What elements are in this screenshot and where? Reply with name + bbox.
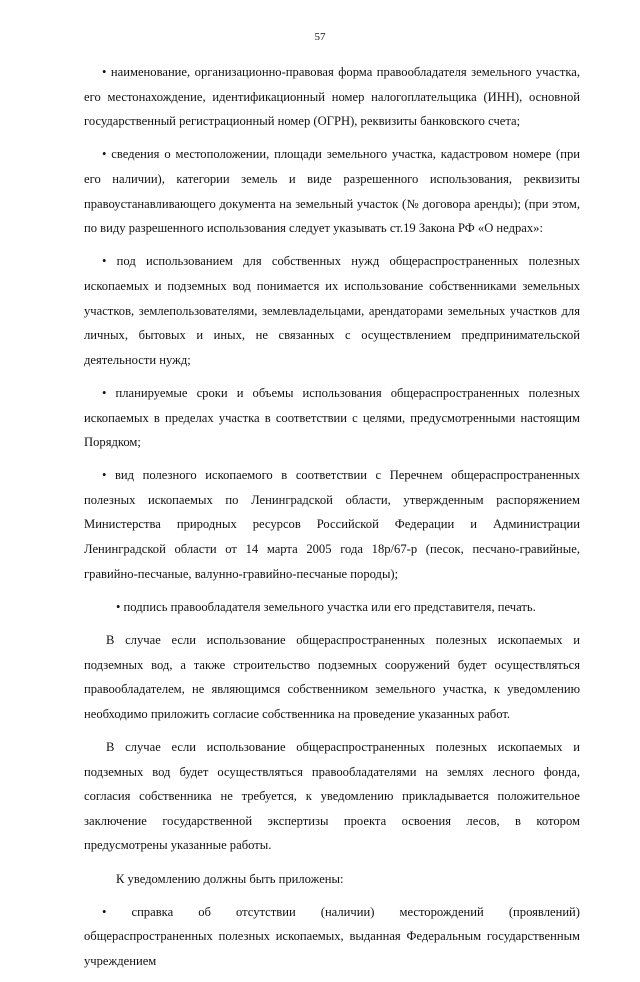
paragraph-planned-terms: • планируемые сроки и объемы использования общераспространенных полезных ископаемых в пределах участка в соответствии с целями, предусмотренными настоящим Порядком; <box>84 385 580 450</box>
paragraph-own-needs-definition: • под использованием для собственных нужд общераспространенных полезных ископаемых и подземных вод понимается их использование собственниками земельных участков, землепользователями, землевладельцами, арендаторами земельных участков для личных, бытовых и иных, не связанных с осуществлением предпринимательской деятельности нужд; <box>84 254 580 367</box>
paragraph-signature: • подпись правообладателя земельного участка или его представителя, печать. <box>116 599 536 614</box>
paragraph-deposit-certificate: • справка об отсутствии (наличии) месторождений (проявлений) общераспространенных полезных ископаемых, выданная Федеральным государственным учреждением <box>84 904 580 968</box>
page-number: 57 <box>314 31 326 43</box>
paragraph-mineral-type: • вид полезного ископаемого в соответствии с Перечнем общераспространенных полезных ископаемых по Ленинградской области, утвержденным распоряжением Министерства природных ресурсов Российской Федерации и Администрации Ленинградской области от 14 марта 2005 года 18р/67-р (песок, песчано-гравийные, гравийно-песчаные, валунно-гравийно-песчаные породы); <box>84 468 580 581</box>
paragraph-forest-land-case: В случае если использование общераспространенных полезных ископаемых и подземных вод будет осуществляться правообладателями на землях лесного фонда, согласия собственника не требуется, к уведомлению прикладывается положительное заключение государственной экспертизы проекта освоения лесов, в котором предусмотрены указанные работы. <box>84 740 580 853</box>
document-body <box>84 60 580 982</box>
paragraph-attachments-heading: К уведомлению должны быть приложены: <box>116 871 344 886</box>
paragraph-owner-details: • наименование, организационно-правовая форма правообладателя земельного участка, его местонахождение, идентификационный номер налогоплательщика (ИНН), основной государственный регистрационный номер (ОГРН), реквизиты банковского счета; <box>84 65 580 129</box>
paragraph-land-plot-info: • сведения о местоположении, площади земельного участка, кадастровом номере (при его наличии), категории земель и виде разрешенного использования, реквизиты правоустанавливающего документа на земельный участок (№ договора аренды); (при этом, по виду разрешенного использования следует указывать ст.19 Закона РФ «О недрах»: <box>84 147 580 236</box>
paragraph-non-owner-case: В случае если использование общераспространенных полезных ископаемых и подземных вод, а также строительство подземных сооружений будет осуществляться правообладателем, не являющимся собственником земельного участка, к уведомлению необходимо приложить согласие собственника на проведение указанных работ. <box>84 633 580 721</box>
